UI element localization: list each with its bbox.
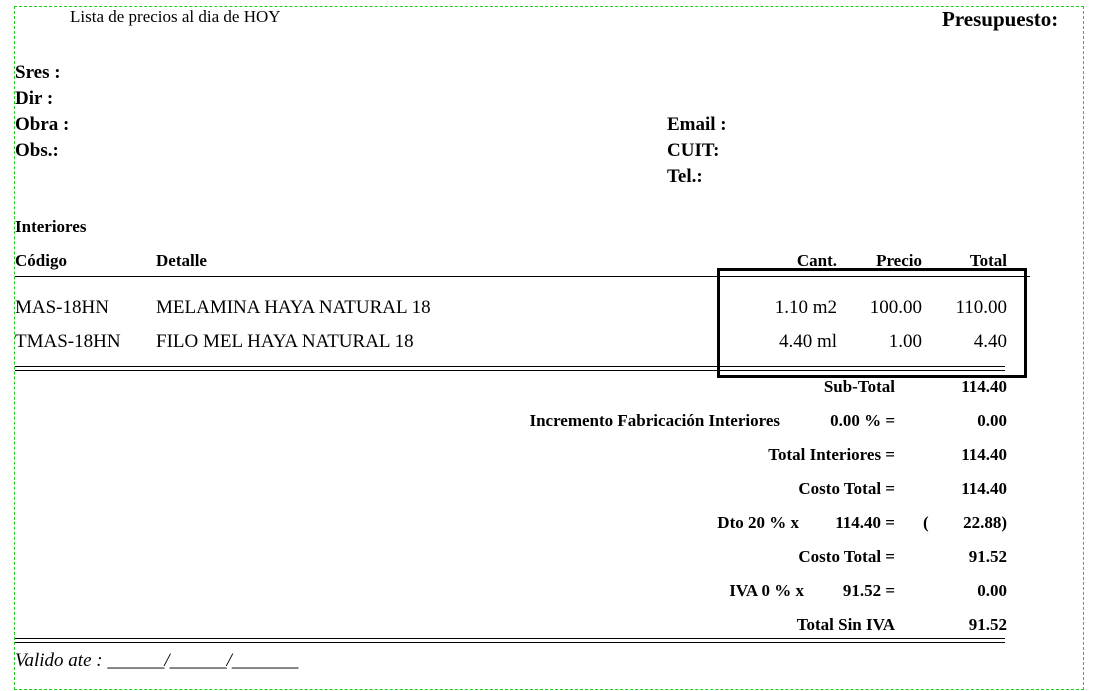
row-precio: 1.00 xyxy=(888,331,922,352)
costo-total-value: 114.40 xyxy=(961,479,1007,498)
column-header-total: Total xyxy=(969,251,1007,270)
column-header-detalle: Detalle xyxy=(156,251,207,270)
costo-total-final-label: Costo Total = xyxy=(798,547,895,566)
dto-label: Dto 20 % x xyxy=(717,513,799,532)
dto-value: 22.88) xyxy=(963,513,1007,532)
client-tel-label: Tel.: xyxy=(667,166,703,187)
row-detalle: MELAMINA HAYA NATURAL 18 xyxy=(156,297,431,318)
costo-total-label: Costo Total = xyxy=(798,479,895,498)
total-interiores-value: 114.40 xyxy=(961,445,1007,464)
client-obs-label: Obs.: xyxy=(15,140,59,161)
column-header-cant: Cant. xyxy=(796,251,837,270)
total-sin-iva-label: Total Sin IVA xyxy=(796,615,895,634)
row-detalle: FILO MEL HAYA NATURAL 18 xyxy=(156,331,414,352)
subtotal-value: 114.40 xyxy=(961,377,1007,396)
iva-label: IVA 0 % x xyxy=(729,581,804,600)
costo-total-final-value: 91.52 xyxy=(968,547,1007,566)
client-cuit-label: CUIT: xyxy=(667,140,720,161)
incremento-label: Incremento Fabricación Interiores xyxy=(529,411,780,430)
incremento-pct: 0.00 % = xyxy=(830,411,895,430)
row-total: 4.40 xyxy=(973,331,1007,352)
client-dir-label: Dir : xyxy=(15,88,54,109)
total-interiores-label: Total Interiores = xyxy=(768,445,895,464)
subtotal-label: Sub-Total xyxy=(823,377,895,396)
row-precio: 100.00 xyxy=(869,297,922,318)
highlight-box xyxy=(717,268,1027,378)
document-title: Presupuesto: xyxy=(942,7,1059,31)
row-cant: 4.40 ml xyxy=(778,331,837,352)
iva-base: 91.52 = xyxy=(842,581,895,600)
totals-divider-bottom xyxy=(15,642,1005,643)
client-sres-label: Sres : xyxy=(15,62,61,83)
row-codigo: MAS-18HN xyxy=(15,297,109,318)
column-header-precio: Precio xyxy=(876,251,922,270)
iva-value: 0.00 xyxy=(977,581,1007,600)
incremento-value: 0.00 xyxy=(977,411,1007,430)
dto-open-paren: ( xyxy=(923,513,929,532)
client-obra-label: Obra : xyxy=(15,114,70,135)
row-cant: 1.10 m2 xyxy=(774,297,837,318)
row-codigo: TMAS-18HN xyxy=(15,331,121,352)
totals-divider-top xyxy=(15,638,1005,639)
dto-base: 114.40 = xyxy=(835,513,895,532)
section-title: Interiores xyxy=(15,217,87,236)
rows-divider-top xyxy=(15,366,1005,367)
valido-hasta: Valido ate : ______/______/_______ xyxy=(15,650,299,671)
column-header-codigo: Código xyxy=(15,251,67,270)
total-sin-iva-value: 91.52 xyxy=(968,615,1007,634)
client-email-label: Email : xyxy=(667,114,727,135)
row-total: 110.00 xyxy=(955,297,1007,318)
price-list-note: Lista de precios al dia de HOY xyxy=(70,7,281,26)
rows-divider-bottom xyxy=(15,370,1005,371)
